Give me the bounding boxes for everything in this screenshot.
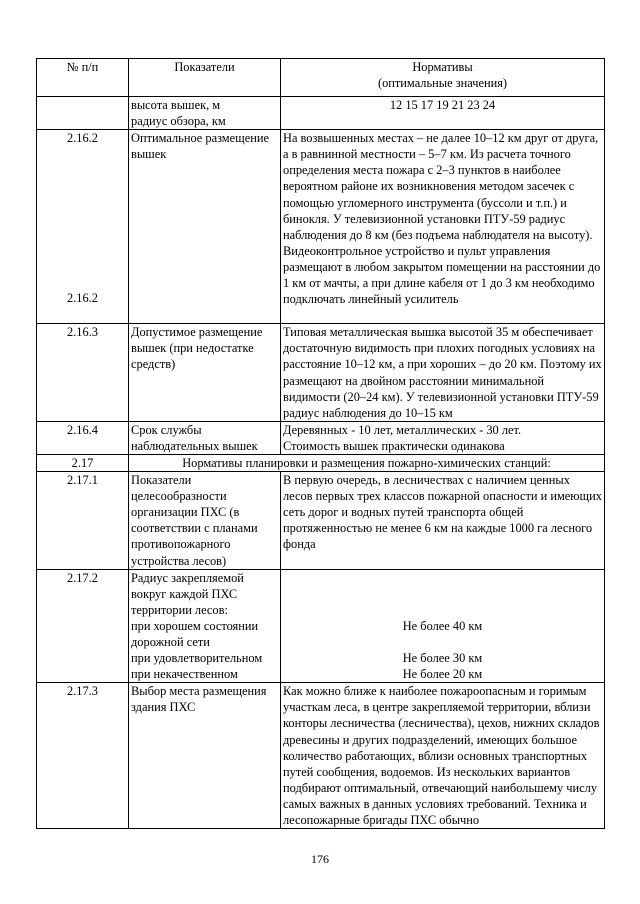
row-number: 2.16.3: [37, 324, 129, 422]
table-row: [37, 324, 605, 422]
row-norm: Как можно ближе к наиболее пожароопасным и горимым участкам леса, в центре закрепляемой территории, вблизи конторы лесничества (лесничества), цехов, нижних складов древесины и других подразделений, имеющих большое количество работающих, вблизи основных транспортных путей сообщения, водоемов. Из нескольких вариантов подбирают оптимальный, отвечающий наибольшему числу самых важных в данных условиях требований. Техника и лесопожарные бригады ПХС обычно: [281, 683, 605, 829]
row-norm: Не более 40 км Не более 30 км Не более 20 км: [281, 569, 605, 683]
row-indicator: Показатели целесообразности организации ПХС (в соответствии с планами противопожарного устройства лесов): [129, 472, 281, 570]
table-row: [37, 421, 605, 454]
table-row: [37, 97, 605, 130]
row-indicator: Срок службы наблюдательных вышек: [129, 421, 281, 454]
row-number: 2.17.1: [37, 472, 129, 570]
row-indicator: Оптимальное размещение вышек: [129, 130, 281, 324]
row-number: 2.17.2: [37, 569, 129, 683]
row-number: 2.16.4: [37, 421, 129, 454]
page-number: 176: [311, 852, 329, 866]
row-indicator: высота вышек, м радиус обзора, км: [129, 97, 281, 130]
header-number: № п/п: [37, 59, 129, 97]
row-norm: На возвышенных местах – не далее 10–12 км друг от друга, а в равнинной местности – 5–7 км. Из расчета точного определения места пожара с 2–3 пунктов в наиболее вероятном районе их возникновения методом засечек с помощью угломерного инструмента (буссоли и т.п.) и бинокля. У телевизионной установки ПТУ-59 радиус наблюдения до 8 км (без подъема наблюдателя на высоту). Видеоконтрольное устройство и пульт управления размещают в любом закрытом помещении на расстоянии до 1 км от мачты, а при длине кабеля от 1 до 3 км необходимо подключать линейный усилитель: [281, 130, 605, 324]
header-norms-subtitle: (оптимальные значения): [377, 76, 508, 91]
row-number: 2.16.2 2.16.2: [37, 130, 129, 324]
header-norms: [281, 59, 605, 97]
table-row: [37, 472, 605, 570]
norms-table: [36, 58, 605, 829]
row-indicator: Выбор места размещения здания ПХС: [129, 683, 281, 829]
table-row: [37, 683, 605, 829]
row-indicator: Допустимое размещение вышек (при недостатке средств): [129, 324, 281, 422]
section-number: 2.17: [37, 454, 129, 471]
section-title: Нормативы планировки и размещения пожарно-химических станций:: [129, 454, 605, 471]
row-indicator: Радиус закрепляемой вокруг каждой ПХС территории лесов: при хорошем состоянии дорожной сети при удовлетворительном при некачественном: [129, 569, 281, 683]
row-norm: Деревянных - 10 лет, металлических - 30 лет. Стоимость вышек практически одинакова: [281, 421, 605, 454]
section-row: [37, 454, 605, 471]
table-header-row: [37, 59, 605, 97]
header-indicators: Показатели: [129, 59, 281, 97]
table-row: [37, 569, 605, 683]
header-norms-title: Нормативы: [412, 60, 473, 74]
row-norm: 12 15 17 19 21 23 24: [281, 97, 605, 130]
row-norm: Типовая металлическая вышка высотой 35 м обеспечивает достаточную видимость при плохих погодных условиях на расстояние 10–12 км, а при хороших – до 20 км. Поэтому их размещают на двойном расстоянии минимальной видимости (20–24 км). У телевизионной установки ПТУ-59 радиус наблюдения до 10–15 км: [281, 324, 605, 422]
table-row: [37, 130, 605, 324]
row-number: 2.17.3: [37, 683, 129, 829]
row-norm: В первую очередь, в лесничествах с наличием ценных лесов первых трех классов пожарной опасности и имеющих сеть дорог и водных путей транспорта общей протяженностью не менее 6 км на каждые 1000 га лесного фонда: [281, 472, 605, 570]
